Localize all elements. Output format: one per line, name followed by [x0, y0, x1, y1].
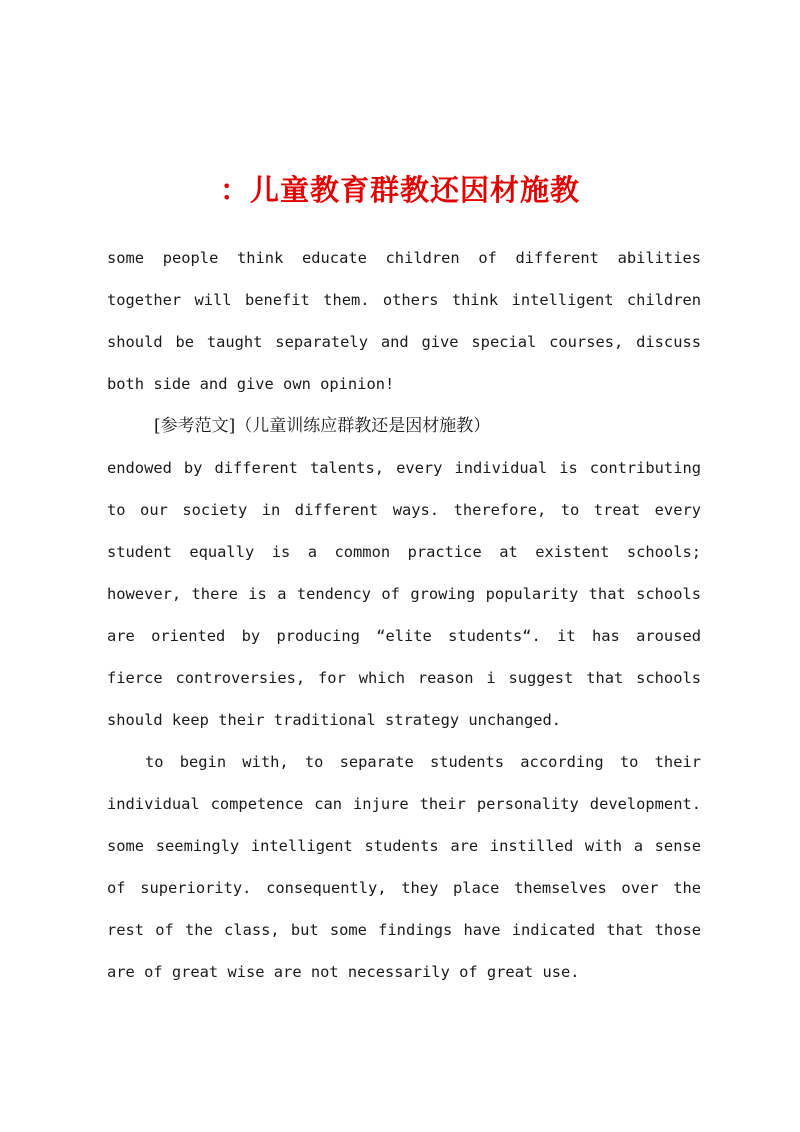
sample-essay-heading: [参考范文]（儿童训练应群教还是因材施教）: [154, 416, 491, 436]
essay-prompt: some people think educate children of different abilities together will benefit them. others think intelligent children should be taught separately and give special courses, discuss both side and give own opinion!: [107, 249, 701, 393]
page-title: ：儿童教育群教还因材施教: [219, 173, 580, 207]
essay-paragraph-1: endowed by different talents, every individual is contributing to our society in different ways. therefore, to treat every student equally is a common practice at existent schools; however, there is a tendency of growing popularity that schools are oriented by producing “elite students“. it has aroused fierce controversies, for which reason i suggest that schools should keep their traditional strategy unchanged.: [107, 459, 701, 729]
essay-paragraph-2: to begin with, to separate students according to their individual competence can injure their personality development. some seemingly intelligent students are instilled with a sense of superiority. consequently, they place themselves over the rest of the class, but some findings have indicated that those are of great wise are not necessarily of great use.: [107, 753, 701, 981]
document-body: [107, 237, 701, 993]
